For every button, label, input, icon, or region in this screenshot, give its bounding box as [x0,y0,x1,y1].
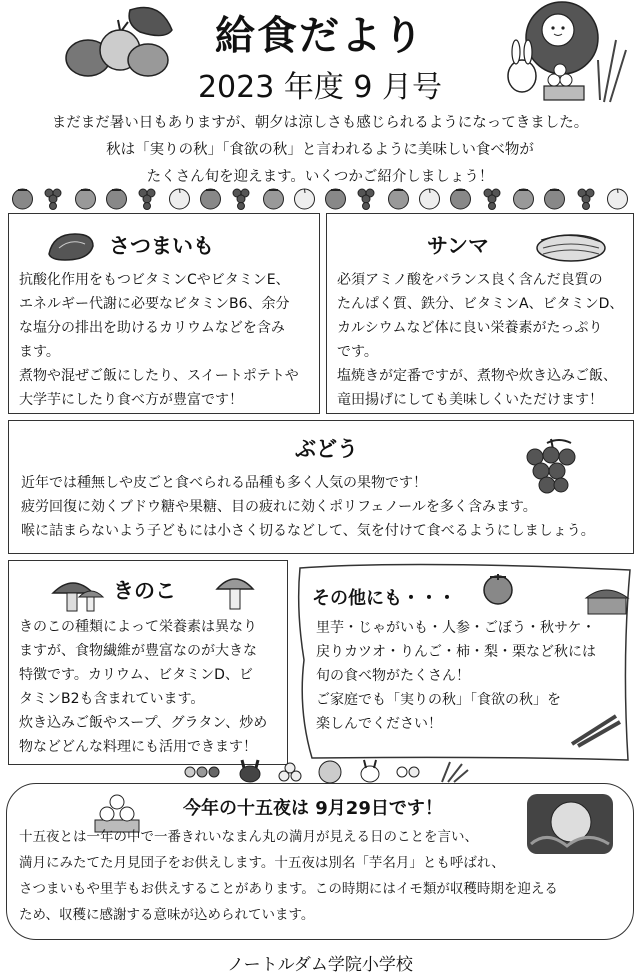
newsletter-title: 給食だより [215,13,425,59]
section-title: その他にも・・・ [312,588,456,609]
intro-line: たくさん旬を迎えます。いくつかご紹介しましょう！ [146,169,494,185]
section-body [21,471,621,543]
grape-icon [574,185,599,210]
apple-icon [292,185,317,210]
body-line: 炊き込みご飯やスープ、グラタン、炒め [19,715,268,731]
section-title: さつまいも [109,234,214,258]
intro-line: 秋は「実りの秋」「食欲の秋」と言われるように美味しい食べ物が [106,142,534,158]
persimmon-icon [104,185,129,210]
section-body [337,268,631,412]
section-body [19,824,623,928]
body-line: たんぱく質、鉄分、ビタミンA、ビタミンD、 [337,296,624,312]
grape-icon [354,185,379,210]
grape-icon [480,185,505,210]
persimmon-icon [511,185,536,210]
body-line: タミンB2も含まれています。 [19,691,205,707]
body-line: ため、収穫に感謝する意味が込められています。 [19,907,315,923]
section-title: 今年の十五夜は 9月29日です！ [183,798,443,819]
section-body [19,268,315,412]
body-line: 大学芋にしたり食べ方が豊富です！ [19,392,243,408]
apple-icon [167,185,192,210]
persimmon-icon [261,185,286,210]
grape-section [8,420,634,554]
grilled-fish-icon [535,228,607,264]
apple-icon [605,185,630,210]
persimmon-icon [480,570,516,606]
body-line: 里芋・じゃがいも・人参・ごぼう・秋サケ・ [316,620,596,636]
body-line: 満月にみたてた月見団子をお供えします。十五夜は別名「芋名月」とも呼ばれ、 [19,855,505,871]
persimmon-icon [386,185,411,210]
body-line: 煮物や混ぜご飯にしたり、スイートポテトや [19,368,299,384]
issue-label: 2023 年度 9 月号 [197,70,443,105]
body-line: です。 [337,344,378,360]
tsukimi-decoration-row [180,758,470,784]
body-line: 竜田揚げにしても美味しくいただけます！ [337,392,603,408]
sweet-potato-icon [45,228,97,264]
intro-line: まだまだ暑い日もありますが、朝夕は涼しさも感じられるようになってきました。 [51,115,589,131]
mushroom-icon [49,571,105,615]
section-title: ぶどう [295,437,358,461]
persimmon-icon [448,185,473,210]
body-line: 楽しんでください！ [316,716,442,732]
body-line: 十五夜とは一年の中で一番きれいなまん丸の満月が見える日のことを言い、 [19,829,478,845]
grape-icon [41,185,66,210]
mushroom-basket-icon [582,580,632,620]
sweet-potato-section [8,213,320,414]
body-line: きのこの種類によって栄養素は異なり [19,619,257,635]
body-line: さつまいもや里芋もお供えすることがあります。この時期にはイモ類が収穫時期を迎える [19,881,558,897]
moon-rabbit-illustration [500,0,630,105]
section-body [19,615,285,759]
asparagus-icon [568,710,624,750]
body-line: カルシウムなど体に良い栄養素がたっぷり [337,320,603,336]
body-line: 特徴です。カリウム、ビタミンD、ビ [19,667,253,683]
body-line: ご家庭でも「実りの秋」「食欲の秋」を [316,692,561,708]
apple-icon [417,185,442,210]
body-line: 抗酸化作用をもつビタミンCやビタミンE、 [19,272,290,288]
mushroom-section [8,560,288,765]
grape-icon [135,185,160,210]
persimmon-icon [198,185,223,210]
body-line: 必須アミノ酸をバランス良く含んだ良質の [337,272,603,288]
body-line: 疲労回復に効くブドウ糖や果糖、目の疲れに効くポリフェノールを多く含みます。 [21,499,537,515]
body-line: エネルギー代謝に必要なビタミンB6、余分 [19,296,290,312]
persimmon-icon [73,185,98,210]
section-title: サンマ [427,234,489,258]
body-line: 物などどんな料理にも活用できます！ [19,739,257,755]
mushroom-icon [213,569,257,613]
body-line: ますが、食物繊維が豊富なのが大きな [19,643,257,659]
persimmon-icon [323,185,348,210]
persimmon-icon [542,185,567,210]
body-line: 喉に詰まらないよう子どもには小さく切るなどして、気を付けて食べるようにしましょう。 [21,523,595,539]
persimmon-icon [10,185,35,210]
body-line: 戻りカツオ・りんご・柿・梨・栗など秋には [316,644,596,660]
school-name: ノートルダム学院小学校 [227,955,413,975]
saury-section [326,213,634,414]
body-line: ます。 [19,344,60,360]
intro-text [10,110,630,191]
body-line: 旬の食べ物がたくさん！ [316,668,470,684]
body-line: 塩焼きが定番ですが、煮物や炊き込みご飯、 [337,368,617,384]
body-line: な塩分の排出を助けるカリウムなどを含み [19,320,285,336]
grape-icon [229,185,254,210]
section-title: きのこ [113,579,176,603]
fruit-divider [10,183,630,211]
jugoya-section [6,783,634,940]
body-line: 近年では種無しや皮ごと食べられる品種も多く人気の果物です！ [21,475,427,491]
